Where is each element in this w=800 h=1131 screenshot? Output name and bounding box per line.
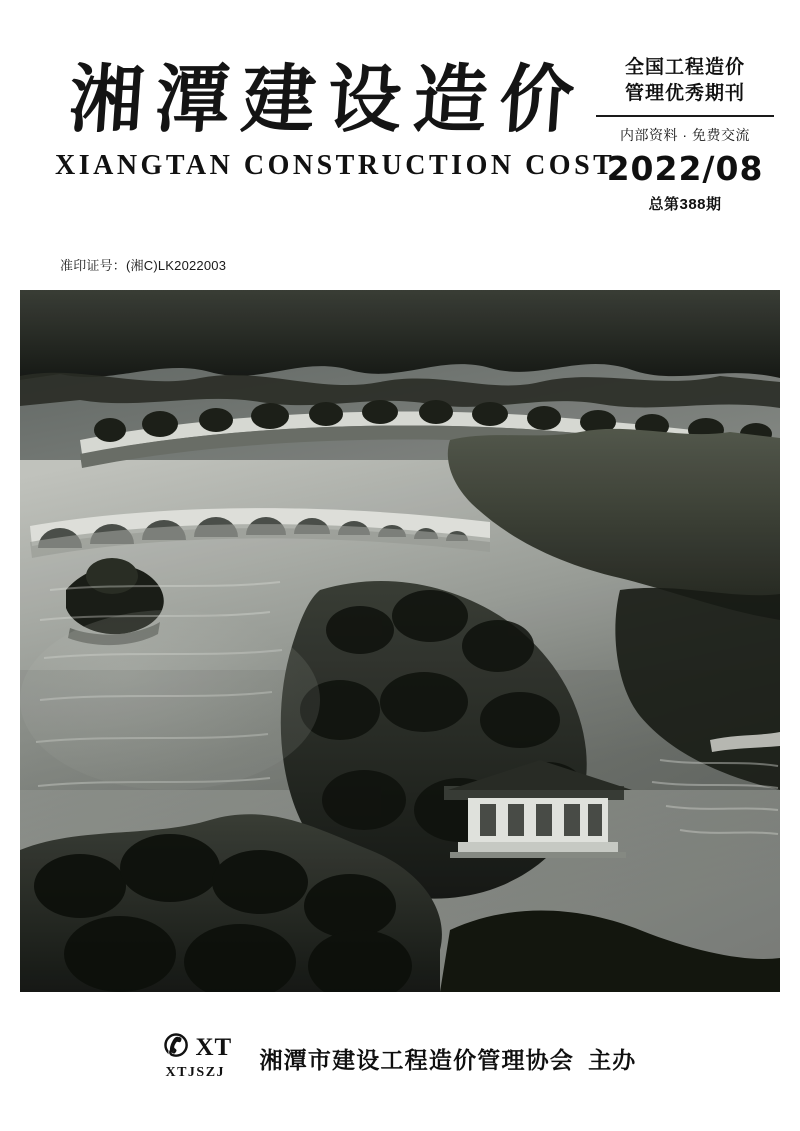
logo-initials: XT bbox=[195, 1034, 233, 1061]
divider bbox=[596, 115, 774, 117]
award-badge bbox=[590, 55, 780, 106]
footer bbox=[0, 1030, 800, 1086]
publisher-line bbox=[259, 1042, 636, 1075]
logo-emblem-icon: ✆ bbox=[163, 1029, 189, 1064]
page-title-english: XIANGTAN CONSTRUCTION COST bbox=[55, 149, 616, 181]
issue-meta-panel bbox=[590, 55, 780, 214]
cover-photo-illustration bbox=[20, 290, 780, 992]
issue-serial-number: 总第388期 bbox=[648, 195, 722, 213]
title-block bbox=[55, 57, 616, 182]
masthead bbox=[0, 0, 800, 273]
association-logo bbox=[163, 1030, 249, 1086]
distribution-note: 内部资料 · 免费交流 bbox=[620, 127, 750, 144]
cover-photo bbox=[20, 290, 780, 992]
publisher-role: 主办 bbox=[588, 1046, 637, 1073]
award-line-2: 管理优秀期刊 bbox=[624, 82, 745, 104]
license-number: 准印证号：(湘C)LK2022003 bbox=[60, 258, 227, 273]
award-line-1: 全国工程造价 bbox=[624, 57, 745, 78]
logo-pinyin: XTJSZJ bbox=[165, 1065, 226, 1080]
publisher-name: 湘潭市建设工程造价管理协会 bbox=[259, 1046, 575, 1073]
page-title: 湘潭建设造价 bbox=[66, 57, 589, 143]
issue-date: 2022/08 bbox=[606, 149, 764, 189]
